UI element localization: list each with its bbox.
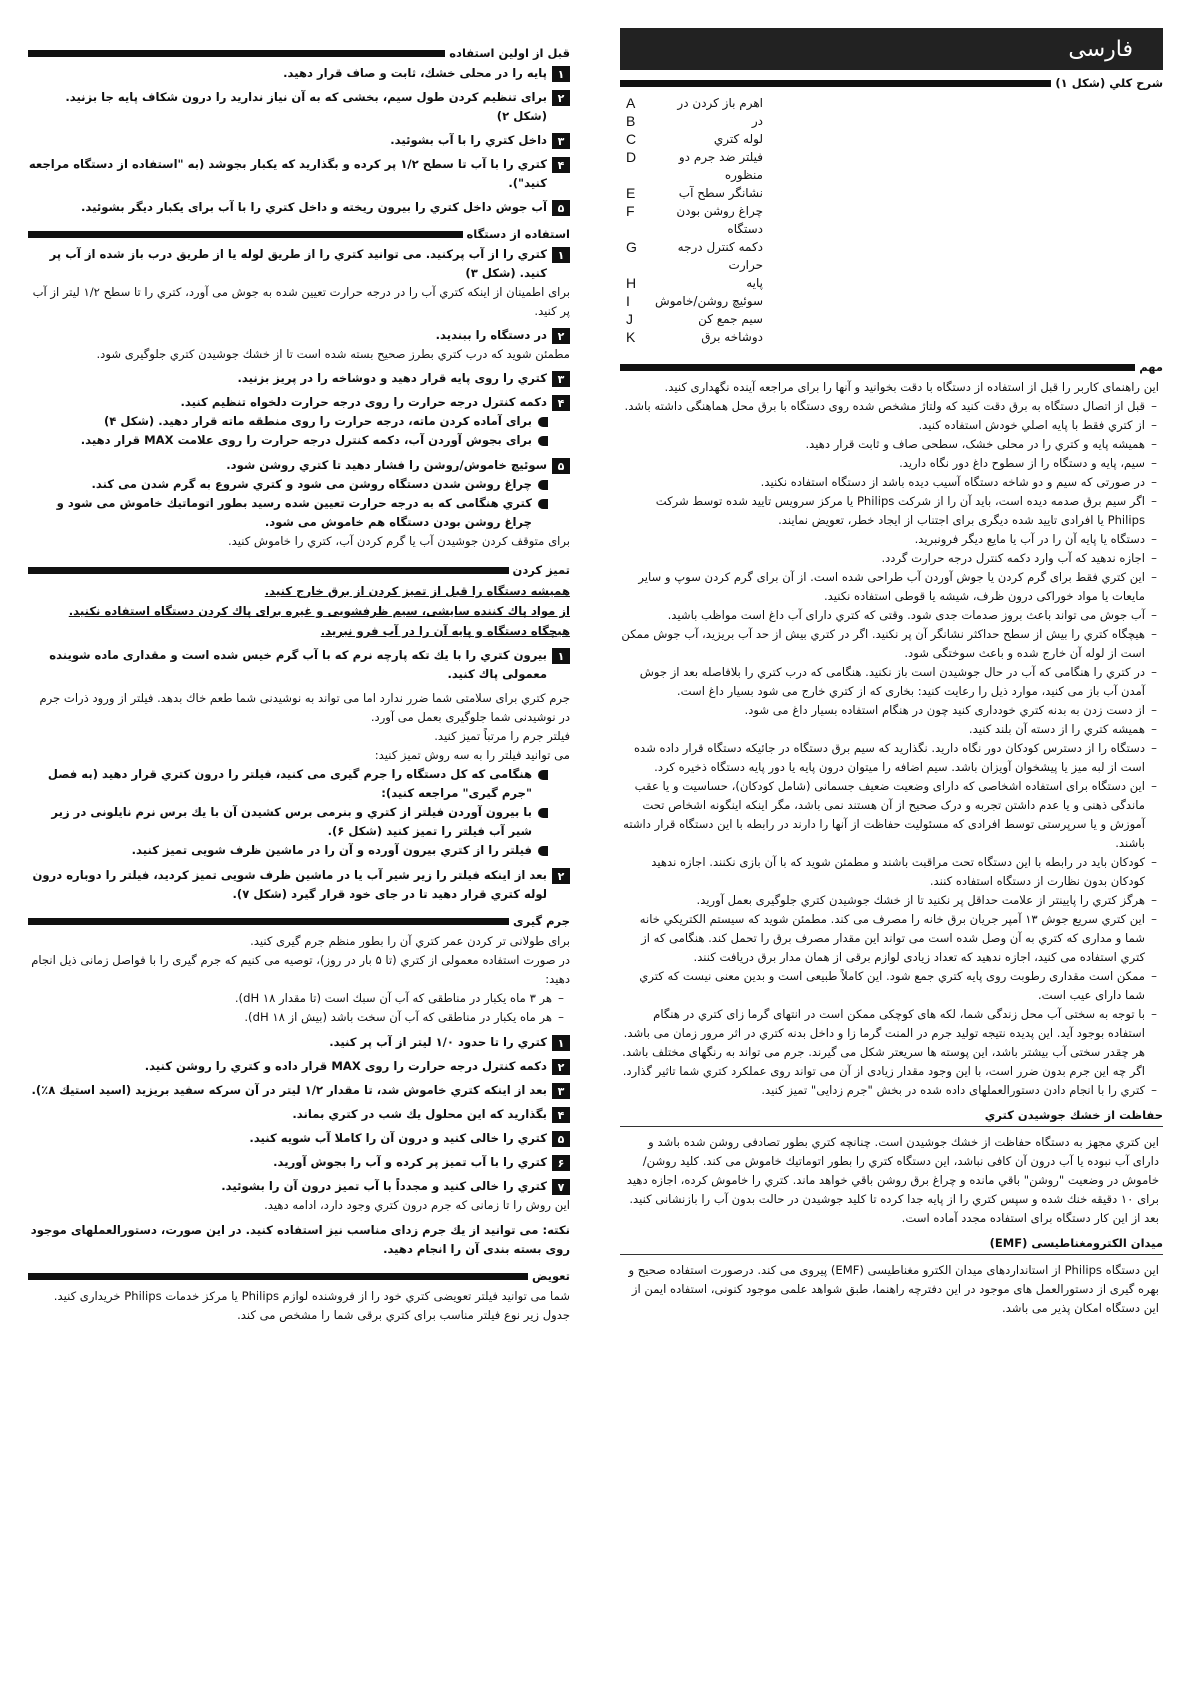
emf-text: این دستگاه Philips از استانداردهای میدان الکترو مغناطیسی (EMF) پیروی می کند. درصورت استفاده صحیح و بهره گیری از دستورالعمل های موجود در این دفترچه راهنما، طبق شواهد علمی موجود کنونی، استفاده ایمن از این دستگاه امکان پذیر می باشد. [628,1263,1159,1315]
important-item: – این کتري فقط برای گرم کردن یا جوش آوردن آب طراحی شده است. از آن برای گرم کردن سوپ و سایر مایعات یا مواد خوراکی درون ظرف، شیشه یا قوطی استفاده نکنید. [638,570,1157,603]
bullet-icon [538,770,548,780]
body-text: برای طولانی تر کردن عمر کتري آن را بطور منظم جرم گیری کنید. [250,934,570,948]
body-text: فیلتر جرم را مرتباً تمیز کنید. [434,729,570,743]
emf-title: میدان الکترومغناطیسی (EMF) [989,1236,1163,1250]
dash-item: – هر ماه یکبار در مناطقی که آب آن سخت باشد (بیش از ۱۸ dH). [244,1010,564,1024]
bullet-icon [538,417,548,427]
step-item: ۴ بگذارید که این محلول یك شب در کتري بماند. [28,1105,570,1124]
important-title: مهم [1139,360,1163,374]
language-title-bar [620,28,1163,70]
cleaning-section [28,563,570,904]
important-item: – هرگز کتري را پایینتر از علامت حداقل پر نکنید تا از خشك جوشیدن کتري جلوگیری بعمل آورید. [696,893,1157,907]
sub-item: فیلتر را از کتري بیرون آورده و آن را در ماشین ظرف شویی تمیز کنید. [28,841,570,860]
important-item: – دستگاه را از دسترس کودکان دور نگاه دارید. نگذارید که سیم برق دستگاه در جائیکه دستگاه قرار داده شده است از لبه میز یا پیشخوان آویزان باشد. سیم اضافه را میتوان درون پایه یا دور پایه دستگاه ذخیره کرد. [633,741,1157,774]
step-item: ۶ کتري را با آب تمیز پر کرده و آب را بجوش آورید. [28,1153,570,1172]
divider [620,1254,1163,1255]
section-heading [28,227,570,241]
warning-text: همیشه دستگاه را قبل از تمیز کردن از برق خارج کنید. [264,584,570,598]
using-section [28,227,570,551]
body-text: می توانید فیلتر را به سه روش تمیز کنید: [374,748,570,762]
important-item: – اجازه ندهید که آب وارد دکمه کنترل درجه حرارت گردد. [881,551,1157,565]
step-item: ۱ پایه را در محلی خشك، ثابت و صاف قرار دهید. [28,64,570,83]
dash-item: – هر ۳ ماه یکبار در مناطقی که آب آن سبك است (تا مقدار ۱۸ dH). [234,991,564,1005]
sub-item: کتري هنگامی که به درجه حرارت تعیین شده رسید بطور اتوماتیك خاموش می شود و چراغ روشن بودن دستگاه هم خاموش می شود. [28,494,570,532]
component-item: B در [626,113,763,129]
replace-title: تعویض [531,1269,570,1283]
sub-item: برای آماده کردن ماته، درجه حرارت را روی منطقه ماته قرار دهید. (شکل ۴) [28,412,570,431]
body-text: شما می توانید فیلتر تعویضی کتري خود را از فروشنده لوازم Philips یا مرکز خدمات Philips خریداری کنید. جدول زیر نوع فیلتر مناسب برای کتري برقی شما را مشخص می کند. [53,1289,570,1322]
note-text: مطمئن شوید که درب کتري بطرز صحیح بسته شده است تا از خشك جوشیدن کتري جلوگیری شود. [96,347,570,361]
heading-bar [28,231,463,238]
step-item: ۲ بعد از اینکه فیلتر را زیر شیر آب یا در ماشین ظرف شویی تمیز کردید، فیلتر را دوباره درون لوله کتري قرار دهید تا در جای خود قرار گیرد (شکل ۷). [28,866,570,904]
left-column [28,40,570,1325]
component-item: J سیم جمع کن [626,311,763,327]
body-text: جرم کتري برای سلامتی شما ضرر ندارد اما می تواند به نوشیدنی شما طعم خاك بدهد. فیلتر از ورود ذرات جرم در نوشیدنی شما جلوگیری بعمل می آورد. [39,691,570,724]
important-item: – از دست زدن به بدنه کتري خودداری کنید چون در هنگام استفاده بسیار داغ می شود. [744,703,1157,717]
step-item: ۲ در دستگاه را ببندید. [28,326,570,345]
section-heading [620,360,1163,374]
section-heading [28,563,570,577]
important-item: – همیشه کتري را از دسته آن بلند کنید. [968,722,1157,736]
component-item: I سوئیچ روشن/خاموش [626,293,763,309]
step-item: ۵ سوئیچ خاموش/روشن را فشار دهید تا کتري روشن شود. [28,456,570,475]
important-section [620,360,1163,1100]
clean-title: تمیز کردن [512,563,570,577]
section-heading [620,76,1163,90]
important-item: – این کتري سریع جوش ۱۳ آمپر جریان برق خانه را مصرف می کند. مطمئن شوید که سیستم الکتریکي خانه شما و مداری که کتري به آن وصل شده است می تواند این مقدار مصرف برق را تحمل کند. هنگامی که از کتري استفاده می کنید، اجازه ندهید که تعداد زیادی لوازم برقی از همان مدار برق دریافت کنند. [639,912,1157,964]
heading-bar [620,80,1051,87]
component-item: F چراغ روشن بودن دستگاه [626,203,763,236]
use-title: استفاده از دستگاه [466,227,570,241]
body-text: در صورت استفاده معمولی از کتري (تا ۵ بار در روز)، توصیه می کنیم که جرم گیری را با فواصل زمانی ذیل انجام دهید: [31,953,570,986]
important-item: – این دستگاه برای استفاده اشخاصی که دارای وضعیت ضعیف جسمانی (شامل کودکان)، حساسیت و یا عقب ماندگی ذهنی و یا عدم داشتن تجربه و درک صحیح از آن هستند نمی باشد، مگر اینکه اینگونه اشخاص تحت آموزش و یا سرپرستی توسط افرادی که مسئولیت حفاظت از آنها را دارند در رابطه با این دستگاه قرار داشته باشند. [623,779,1157,850]
important-item: – آب جوش می تواند باعث بروز صدمات جدی شود. وقتی که کتري دارای آب داغ است مواظب باشید. [667,608,1157,622]
bullet-icon [538,808,548,818]
component-item: G دکمه کنترل درجه حرارت [626,239,763,272]
heading-bar [28,50,445,57]
sub-item: برای بجوش آوردن آب، دکمه کنترل درجه حرارت را روی علامت MAX قرار دهید. [28,431,570,450]
dryboil-text: این کتري مجهز به دستگاه حفاظت از خشك جوشیدن است. چنانچه کتري بطور تصادفی روشن شده باشد و دارای آب نبوده یا آب درون آن کافی نباشد، این دستگاه کتري را بطور اتوماتیك خاموش می کند. کلید روشن/خاموش در وضعیت "روشن" باقي مانده و چراغ برق روشن باقي خواهد ماند. کتري را خاموش کرده، اجازه دهید برای ۱۰ دقیقه خنك شده و سپس کتري را از پایه جدا کرده تا کلید جوشیدن در حالت بدون آب را بازنشانی کنید. [626,1135,1159,1206]
step-item: ۳ کتري را روی پایه قرار دهید و دوشاخه را در پریز بزنید. [28,369,570,388]
heading-bar [28,1273,528,1280]
important-item: – قبل از اتصال دستگاه به برق دقت کنید که ولتاژ مشخص شده روی دستگاه با برق محل هماهنگی داشته باشد. [624,399,1157,413]
general-title: شرح کلي (شکل ۱) [1055,76,1163,90]
bullet-icon [538,480,548,490]
important-item: – هیچگاه کتري را بیش از سطح حداکثر نشانگر آن پر نکنید. اگر در کتري بیش از حد آب بریزید، آب جوش ممکن است از لوله آن خارج شده و باعث سوختگی شود. [621,627,1157,660]
important-item: – سیم، پایه و دستگاه را از سطوح داغ دور نگاه دارید. [899,456,1157,470]
step-item: ۷ کتري را خالی کنید و مجدداً با آب تمیز درون آن را بشوئید. [28,1177,570,1196]
before-title: قبل از اولین استفاده [449,46,570,60]
note-text: برای اطمینان از اینکه کتري آب را در درجه حرارت تعیین شده به جوش می آورد، کتري را تا سطح ۱/۲ لیتر از آب پر کنید. [32,285,570,318]
step-item: ۱ بیرون کتري را با یك تکه پارچه نرم که با آب گرم خیس شده است و مقداری ماده شوینده معمولی پاك کنید. [28,646,570,684]
general-section [620,76,1163,346]
important-item: – با توجه به سختی آب محل زندگی شما، لکه های کوچکی ممکن است در انتهای گرما زای کتري در هنگام استفاده بوجود آید. این پدیده نتیجه تولید جرم در المنت گرما زا و داخل بدنه کتري در اثر مرور زمان می باشد. هر چقدر سختی آب بیشتر باشد، این پوسته ها سریعتر شکل می گیرند. جرم می تواند به رنگهای مختلف باشد. اگر چه این جرم بدون ضرر است، با این وجود مقدار زیادی از آن می تواند روی عملکرد کتري شما تاثیر گذارد. [622,1007,1157,1078]
component-item: E نشانگر سطح آب [626,185,763,201]
heading-bar [28,567,509,574]
component-list [620,94,1163,346]
step-item: ۴ دکمه کنترل درجه حرارت را روی درجه حرارت دلخواه تنظیم کنید. [28,393,570,412]
sub-item: با بیرون آوردن فیلتر از کتري و بنرمی برس کشیدن آن با یك برس نرم نایلونی در زیر شیر آب فیلتر را تمیز کنید (شکل ۶). [28,803,570,841]
important-item: – در صورتی که سیم و دو شاخه دستگاه آسیب دیده باشد از دستگاه استفاده نکنید. [760,475,1157,489]
dryboil-text-2: بعد از این کار دستگاه برای استفاده مجدد آماده است. [901,1211,1159,1225]
step-item: ۲ برای تنظیم کردن طول سیم، بخشی که به آن نیاز ندارید را درون شکاف پایه جا بزنید. (شکل ۲) [28,88,570,126]
before-first-use-section [28,46,570,217]
right-column [620,28,1163,1318]
important-item: – از کتري فقط با پایه اصلي خودش استفاده کنید. [918,418,1157,432]
step-item: ۳ بعد از اینکه کتري خاموش شد، تا مقدار ۱/۲ لیتر در آن سرکه سفید بریزید (اسید استیك ۸٪). [28,1081,570,1100]
important-item: – ممکن است مقداری رطوبت روی پایه کتري جمع شود. این کاملاً طبیعی است و بدین معنی نیست که کتري شما دارای عیب است. [639,969,1157,1002]
component-item: H پایه [626,275,763,291]
tip-text: نکته: می توانید از یك جرم زدای مناسب نیز استفاده کنید. در این صورت، دستورالعملهای موجود روی بسته بندی آن را انجام دهید. [30,1223,570,1256]
note-text: برای متوقف کردن جوشیدن آب یا گرم کردن آب، کتري را خاموش کنید. [227,534,570,548]
component-item: A اهرم باز کردن در [626,95,763,111]
language-title: فارسی [1068,36,1133,62]
sub-item: چراغ روشن شدن دستگاه روشن می شود و کتري شروع به گرم شدن می کند. [28,475,570,494]
step-item: ۵ کتري را خالی کنید و درون آن را کاملا آب شویه کنید. [28,1129,570,1148]
dryboil-title: حفاظت از خشك جوشیدن کتري [984,1108,1163,1122]
important-item: – دستگاه یا پایه آن را در آب یا مایع دیگر فرونبرید. [914,532,1157,546]
bullet-icon [538,846,548,856]
component-item: D فیلتر ضد جرم دو منظوره [626,149,763,182]
important-item: – همیشه پایه و کتري را در محلی خشک، سطحی صاف و ثابت قرار دهید. [805,437,1157,451]
divider [620,1126,1163,1127]
step-item: ۳ داخل کتري را با آب بشوئید. [28,131,570,150]
body-text: این روش را تا زمانی که جرم درون کتري وجود دارد، ادامه دهید. [264,1198,570,1212]
replacement-section [28,1269,570,1325]
warning-text: هیچگاه دستگاه و پایه آن را در آب فرو نبرید. [320,624,570,638]
important-item: – کودکان باید در رابطه با این دستگاه تحت مراقبت باشند و مطمئن شوید که با آن بازی نکنند. اجازه ندهید کودکان بدون نظارت از دستگاه استفاده کنند. [651,855,1157,888]
step-item: ۵ آب جوش داخل کتري را بیرون ریخته و داخل کتري را با آب برای یکبار دیگر بشوئید. [28,198,570,217]
step-item: ۱ کتري را تا حدود ۱/۰ لیتر از آب پر کنید. [28,1033,570,1052]
important-list [620,397,1163,1100]
step-item: ۱ کتري را از آب پرکنید. می توانید کتري را از طریق لوله یا از طریق درب باز شده از آب پر کنید. (شکل ۳) [28,245,570,283]
section-heading [28,914,570,928]
heading-bar [620,364,1135,371]
section-heading [28,46,570,60]
important-item: – اگر سیم برق صدمه دیده است، باید آن را از شرکت Philips یا مرکز سرویس تایید شده توسط شرکت Philips یا افرادی تایید شده دیگری برای اجتناب از ایجاد خطر، تعویض نمایند. [655,494,1157,527]
important-intro: این راهنمای کاربر را قبل از استفاده از دستگاه با دقت بخوانید و آنها را برای مراجعه آینده نگهداری کنید. [664,380,1159,394]
important-item: – کتري را با انجام دادن دستورالعملهای داده شده در بخش "جرم زدایی" تمیز کنید. [761,1083,1157,1097]
section-heading [28,1269,570,1283]
step-item: ۲ دکمه کنترل درجه حرارت را روی MAX قرار داده و کتري را روشن کنید. [28,1057,570,1076]
sub-item: هنگامی که کل دستگاه را جرم گیری می کنید، فیلتر را درون کتري قرار دهید (به فصل "جرم گیری" مراجعه کنید): [28,765,570,803]
component-item: C لوله کتري [626,131,763,147]
warning-text: از مواد پاك کننده سایشی، سیم ظرفشویی و غیره برای پاك کردن دستگاه استفاده نکنید. [68,604,570,618]
descaling-section [28,914,570,1259]
bullet-icon [538,499,548,509]
step-item: ۴ کتري را با آب تا سطح ۱/۲ پر کرده و بگذارید که یکبار بجوشد (به "استفاده از دستگاه مراجعه کنید"). [28,155,570,193]
important-item: – در کتري را هنگامی که آب در حال جوشیدن است باز نکنید. هنگامی که درب کتري را بلافاصله بعد از جوش آمدن آب باز می کنید، موارد ذیل را رعایت کنید: بخاری که از کتري خارج می شود بسیار داغ است. [639,665,1157,698]
heading-bar [28,918,509,925]
component-item: K دوشاخه برق [626,329,763,345]
bullet-icon [538,436,548,446]
descale-title: جرم گیری [513,914,570,928]
